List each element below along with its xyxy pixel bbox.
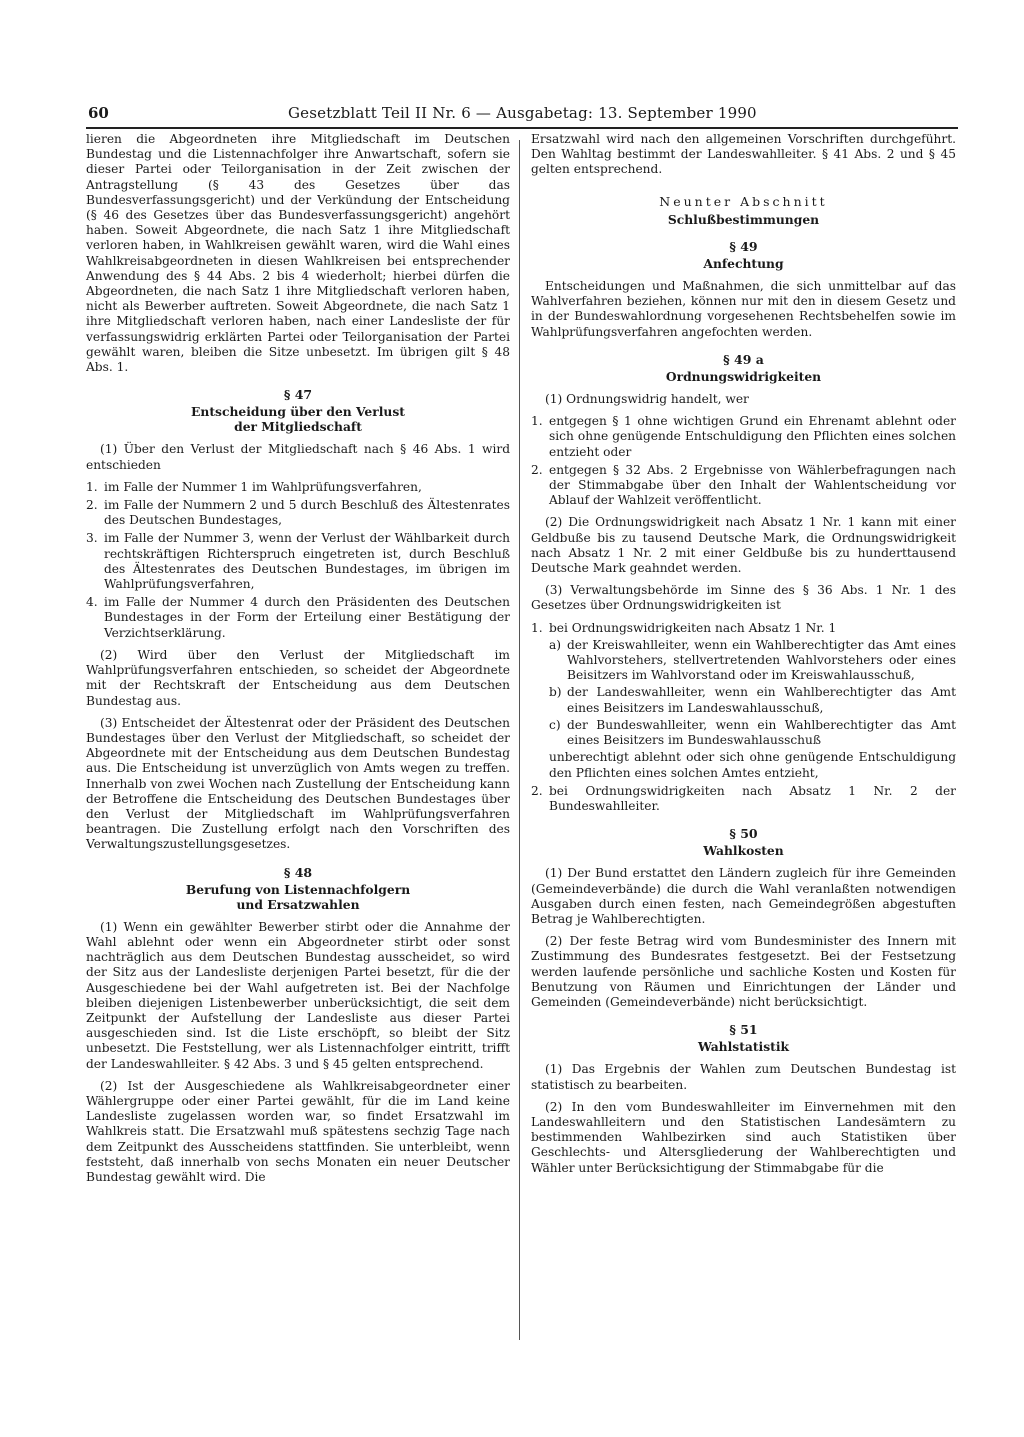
numbered-list	[531, 414, 956, 508]
section-49-number: § 49	[729, 238, 758, 254]
sublist-letter: a)	[549, 637, 562, 652]
list-text: bei Ordnungswidrigkeiten nach Absatz 1 Nr. 1	[549, 620, 837, 635]
list-text: bei Ordnungswidrigkeiten nach Absatz 1 Nr. 2 der Bundeswahlleiter.	[549, 783, 956, 813]
sublist-item	[549, 685, 956, 715]
section-48-title	[86, 882, 510, 912]
section-51-title: Wahlstatistik	[697, 1039, 790, 1055]
sublist-text: der Landeswahlleiter, wenn ein Wahlberechtigter das Amt eines Beisitzers im Landeswahlausschuß,	[567, 685, 956, 715]
list-number: 4.	[86, 595, 98, 610]
list-number: 2.	[531, 783, 543, 798]
list-text: im Falle der Nummer 1 im Wahlprüfungsverfahren,	[104, 479, 422, 494]
paragraph: (1) Das Ergebnis der Wahlen zum Deutschen Bundestag ist statistisch zu bearbeiten.	[531, 1062, 956, 1092]
section-title-line: und Ersatzwahlen	[236, 896, 360, 912]
paragraph: Entscheidungen und Maßnahmen, die sich unmittelbar auf das Wahlverfahren beziehen, können nur mit den in diesem Gesetz und in der Bundeswahlordnung vorgesehenen Rechtsbehelfen sowie im Wahlprüfungsverfahren angefochten werden.	[531, 279, 956, 339]
list-item	[531, 414, 956, 460]
list-item	[86, 480, 510, 495]
paragraph: (2) Der feste Betrag wird vom Bundesminister des Innern mit Zustimmung des Bundesrates festgesetzt. Bei der Festsetzung werden laufende persönliche und sachliche Kosten und Kosten für Benutzung von Räumen und Einrichtungen der Länder und Gemeinden (Gemeindeverbände) nicht berücksichtigt.	[531, 934, 956, 1009]
paragraph: (2) Ist der Ausgeschiedene als Wahlkreisabgeordneter einer Wählergruppe oder einer Partei gewählt, für die im Land keine Landesliste zugelassen worden war, so findet Ersatzwahl im Wahlkreis statt. Die Ersatzwahl muß spätestens sechzig Tage nach dem Zeitpunkt des Ausscheidens stattfinden. Sie unterbleibt, wenn feststeht, daß innerhalb von sechs Monaten ein neuer Deutscher Bundestag gewählt wird. Die	[86, 1078, 510, 1184]
sublist-text: der Kreiswahlleiter, wenn ein Wahlberechtigter das Amt eines Wahlvorstehers, stellvertretenden Wahlvorstehers oder eines Beisitzers im Wahlvorstand oder im Kreiswahlausschuß,	[567, 637, 956, 683]
paragraph: (1) Über den Verlust der Mitgliedschaft nach § 46 Abs. 1 wird entschieden	[86, 442, 510, 472]
list-text: im Falle der Nummern 2 und 5 durch Beschluß des Ältestenrates des Deutschen Bundestages,	[104, 498, 510, 528]
paragraph: (1) Der Bund erstattet den Ländern zugleich für ihre Gemeinden (Gemeindeverbände) die durch die Wahl veranlaßten notwendigen Ausgaben durch einen festen, nach Gemeindegrößen abgestuften Betrag je Wahlberechtigten.	[531, 866, 956, 926]
sublist-text: der Bundeswahlleiter, wenn ein Wahlberechtigter das Amt eines Beisitzers im Bundeswahlausschuß	[567, 717, 956, 748]
list-item	[86, 531, 510, 592]
page-number: 60	[88, 104, 109, 122]
paragraph: (1) Ordnungswidrig handelt, wer	[545, 392, 749, 407]
numbered-list	[86, 480, 510, 641]
paragraph: lieren die Abgeordneten ihre Mitgliedschaft im Deutschen Bundestag und die Listennachfolger ihre Anwartschaft, sofern sie dieser Partei oder Teilorganisation in der Zeit zwischen der Antragstellung (§ 43 des Gesetzes über das Bundesverfassungsgericht) und der Verkündung der Entscheidung (§ 46 des Gesetzes über das Bundesverfassungsgericht) angehört haben. Soweit Abgeordnete, die nach Satz 1 ihre Mitgliedschaft verloren haben, in Wahlkreisen gewählt waren, wird die Wahl eines Wahlkreisabgeordneten in diesen Wahlkreisen bei entsprechender Anwendung des § 44 Abs. 2 bis 4 wiederholt; hierbei dürfen die Abgeordneten, die nach Satz 1 ihre Mitgliedschaft verloren haben, nicht als Bewerber auftreten. Soweit Abgeordnete, die nach Satz 1 ihre Mitgliedschaft verloren haben, nach einer Landesliste der für verfassungswidrig erklärten Partei oder Teilorganisation der Partei gewählt waren, bleiben die Sitze unbesetzt. Im übrigen gilt § 48 Abs. 1.	[86, 132, 510, 375]
paragraph: (2) Die Ordnungswidrigkeit nach Absatz 1 Nr. 1 kann mit einer Geldbuße bis zu tausend Deutsche Mark, die Ordnungswidrigkeit nach Absatz 1 Nr. 2 mit einer Geldbuße bis zu hunderttausend Deutsche Mark geahndet werden.	[531, 515, 956, 576]
header-rule	[86, 127, 958, 129]
column-divider	[519, 140, 520, 1340]
list-item	[531, 463, 956, 509]
section-50-number: § 50	[729, 826, 758, 842]
list-number: 2.	[86, 498, 98, 513]
section-title-line: Berufung von Listennachfolgern	[185, 881, 411, 897]
section-47-title	[86, 404, 510, 434]
list-number: 1.	[531, 414, 543, 429]
paragraph: (3) Entscheidet der Ältestenrat oder der Präsident des Deutschen Bundestages über den Verlust der Mitgliedschaft, so scheidet der Abgeordnete mit der Entscheidung aus dem Deutschen Bundestag aus. Die Entscheidung ist unverzüglich von Amts wegen zu treffen. Innerhalb von zwei Wochen nach Zustellung der Entscheidung kann der Betroffene die Entscheidung des Deutschen Bundestages über den Verlust der Mitgliedschaft im Wahlprüfungsverfahren beantragen. Die Zustellung erfolgt nach den Vorschriften des Verwaltungszustellungsgesetzes.	[86, 715, 510, 852]
list-item	[531, 784, 956, 814]
section-51-number: § 51	[729, 1022, 758, 1038]
page-header	[88, 104, 956, 122]
sublist-item	[549, 638, 956, 684]
section-49a-title: Ordnungswidrigkeiten	[665, 369, 822, 385]
section-47-number: § 47	[283, 387, 313, 403]
numbered-list	[531, 621, 956, 814]
section-48-number: § 48	[283, 864, 313, 880]
section-49a-number: § 49 a	[723, 351, 764, 367]
sublist-letter: c)	[549, 717, 561, 732]
sublist-item	[549, 718, 956, 748]
list-text: entgegen § 32 Abs. 2 Ergebnisse von Wählerbefragungen nach der Stimmabgabe über den Inhalt der Wahlentscheidung vor Ablauf der Wahlzeit veröffentlicht.	[549, 462, 956, 508]
lettered-list	[549, 638, 956, 748]
left-column	[86, 132, 510, 1192]
section-50-title: Wahlkosten	[703, 843, 784, 859]
paragraph: Ersatzwahl wird nach den allgemeinen Vorschriften durchgeführt. Den Wahltag bestimmt der Landeswahlleiter. § 41 Abs. 2 und § 45 gelten entsprechend.	[531, 132, 956, 177]
paragraph: (2) In den vom Bundeswahlleiter im Einvernehmen mit den Landeswahlleitern und den Statistischen Landesämtern zu bestimmenden Wahlbezirken sind auch Statistiken über Geschlechts- und Altersgliederung der Wahlberechtigten und Wähler unter Berücksichtigung der Stimmabgabe für die	[531, 1099, 956, 1175]
list-number: 3.	[86, 531, 98, 546]
list-number: 1.	[86, 479, 98, 494]
list-number: 2.	[531, 462, 543, 477]
sublist-letter: b)	[549, 685, 562, 700]
section-title-line: Entscheidung über den Verlust	[191, 404, 405, 420]
section-title-line: der Mitgliedschaft	[234, 419, 362, 435]
list-text: entgegen § 1 ohne wichtigen Grund ein Ehrenamt ablehnt oder sich ohne genügende Entschuldigung den Pflichten eines solchen entzieht oder	[549, 414, 956, 459]
chapter-title: Schlußbestimmungen	[667, 211, 820, 227]
chapter-heading: Neunter Abschnitt	[659, 193, 828, 209]
right-column	[531, 132, 956, 1183]
list-item	[86, 498, 510, 528]
list-text: im Falle der Nummer 3, wenn der Verlust der Wählbarkeit durch rechtskräftigen Richterspruch eingetreten ist, durch Beschluß des Ältestenrates des Deutschen Bundestages, im übrigen im Wahlprüfungsverfahren,	[104, 531, 510, 592]
header-title: Gesetzblatt Teil II Nr. 6 — Ausgabetag: 13. September 1990	[288, 104, 757, 122]
list-item	[531, 621, 956, 781]
paragraph: (1) Wenn ein gewählter Bewerber stirbt oder die Annahme der Wahl ablehnt oder wenn ein Abgeordneter stirbt oder sonst nachträglich aus dem Deutschen Bundestag ausscheidet, so wird der Sitz aus der Landesliste derjenigen Partei besetzt, für die der Ausgeschiedene bei der Wahl aufgetreten ist. Bei der Nachfolge bleiben diejenigen Listenbewerber unberücksichtigt, die seit dem Zeitpunkt der Aufstellung der Landesliste aus dieser Partei ausgeschieden sind. Ist die Liste erschöpft, so bleibt der Sitz unbesetzt. Die Feststellung, wer als Listennachfolger eintritt, trifft der Landeswahlleiter. § 42 Abs. 3 und § 45 gelten entsprechend.	[86, 919, 510, 1071]
paragraph: (2) Wird über den Verlust der Mitgliedschaft im Wahlprüfungsverfahren entschieden, so scheidet der Abgeordnete mit der Rechtskraft der Entscheidung aus dem Deutschen Bundestag aus.	[86, 647, 510, 708]
list-item	[86, 595, 510, 641]
list-number: 1.	[531, 620, 543, 635]
paragraph: (3) Verwaltungsbehörde im Sinne des § 36 Abs. 1 Nr. 1 des Gesetzes über Ordnungswidrigkeiten ist	[531, 583, 956, 613]
section-49-title: Anfechtung	[703, 256, 784, 272]
list-text: unberechtigt ablehnt oder sich ohne genügende Entschuldigung den Pflichten eines solchen Amtes entzieht,	[549, 750, 956, 780]
list-text: im Falle der Nummer 4 durch den Präsidenten des Deutschen Bundestages in der Form der Erteilung einer Bestätigung der Verzichtserklärung.	[104, 595, 510, 640]
